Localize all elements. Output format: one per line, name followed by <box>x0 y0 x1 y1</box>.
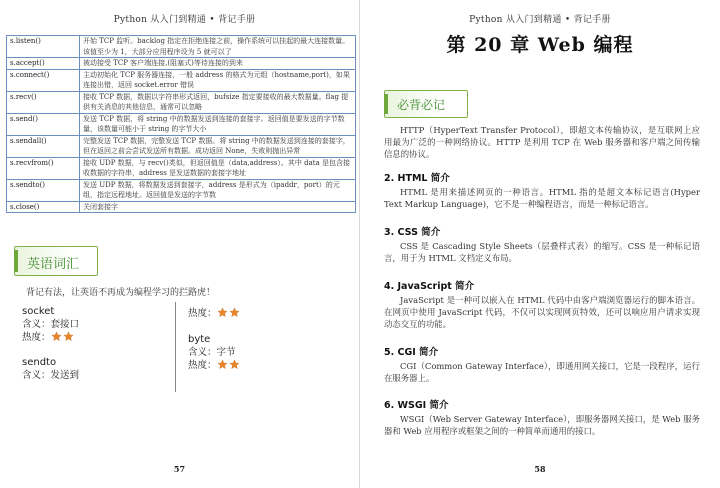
heat-label: 热度： <box>22 332 51 343</box>
table-row <box>7 113 356 135</box>
section-accent-bar <box>14 250 18 272</box>
section-heading-wsgi: 6. WSGI 简介 <box>384 400 449 411</box>
vocab-meaning: 字节 <box>216 347 236 358</box>
http-intro-paragraph: HTTP（HyperText Transfer Protocol），即超文本传输协议，是互联网上应用最为广泛的一种网络协议。HTTP 是利用 TCP 在 Web 服务器和客户端之间传输信息的协议。 <box>384 125 700 159</box>
method-name-cell: s.send() <box>7 113 80 135</box>
method-name-cell: s.recv() <box>7 91 80 113</box>
vocab-entry-sendto <box>22 356 79 382</box>
table-row <box>7 135 356 157</box>
method-description-cell: 主动初始化 TCP 服务器连接，一般 address 的格式为元组（hostname,port)，如果连接出错，返回 socket.error 错误 <box>80 69 356 91</box>
vocab-entry-byte <box>188 333 241 374</box>
method-name-cell: s.listen() <box>7 36 80 58</box>
section-accent-bar <box>384 94 388 114</box>
heat-label: 热度： <box>188 308 217 319</box>
vocab-meaning: 发送到 <box>50 370 80 381</box>
vocab-intro: 背记有法，让英语不再成为编程学习的拦路虎！ <box>26 288 216 298</box>
heat-stars <box>217 359 241 374</box>
vocab-entry-socket <box>22 305 79 346</box>
section-heading-javascript: 4. JavaScript 简介 <box>384 281 475 292</box>
section-heading-html: 2. HTML 简介 <box>384 173 450 184</box>
table-row <box>7 157 356 179</box>
star-icon <box>63 331 74 342</box>
method-description-cell: 完整发送 TCP 数据，完整发送 TCP 数据。将 string 中的数据发送到连接的套接字，但在返回之前会尝试发送所有数据。成功返回 None，失败则抛出异常 <box>80 135 356 157</box>
method-description-cell: 接收 TCP 数据，数据以字符串形式返回，bufsize 指定要接收的最大数据量。flag 提供有关消息的其他信息，通常可以忽略 <box>80 91 356 113</box>
section-text-cgi: CGI（Common Gateway Interface），即通用网关接口，它是一段程序，运行在服务器上。 <box>384 361 700 383</box>
right-page <box>360 0 720 488</box>
page-number-right: 58 <box>534 464 546 474</box>
table-row <box>7 69 356 91</box>
method-description-cell: 发送 TCP 数据，将 string 中的数据发送到连接的套接字。返回值是要发送的字节数量，该数量可能小于 string 的字节大小 <box>80 113 356 135</box>
section-heading-cgi: 5. CGI 简介 <box>384 347 439 358</box>
section-text-wsgi: WSGI（Web Server Gateway Interface），即服务器网关接口，是 Web 服务器和 Web 应用程序或框架之间的一种简单而通用的接口。 <box>384 414 700 436</box>
method-name-cell: s.connect() <box>7 69 80 91</box>
heat-stars <box>51 331 75 346</box>
meaning-label: 含义： <box>22 319 51 330</box>
running-head-right: Python 从入门到精通 • 背记手册 <box>469 15 611 25</box>
table-row <box>7 58 356 70</box>
method-name-cell: s.sendall() <box>7 135 80 157</box>
meaning-label: 含义： <box>22 370 51 381</box>
section-text-html: HTML 是用来描述网页的一种语言。HTML 指的是超文本标记语言(Hyper Text Markup Language)，它不是一种编程语言，而是一种标记语言。 <box>384 187 700 209</box>
table-row <box>7 36 356 58</box>
method-name-cell: s.close() <box>7 201 80 213</box>
meaning-label: 含义： <box>188 347 217 358</box>
method-name-cell: s.accept() <box>7 58 80 70</box>
star-icon <box>229 359 240 370</box>
section-text-javascript: JavaScript 是一种可以嵌入在 HTML 代码中由客户端浏览器运行的脚本语言。在网页中使用 JavaScript 代码，不仅可以实现网页特效，还可以响应用户请求实现动态交互的功能。 <box>384 295 700 329</box>
star-icon <box>217 359 228 370</box>
vocab-divider <box>175 302 176 392</box>
vocab-section-label: 英语词汇 <box>14 246 98 276</box>
method-description-cell: 接收 UDP 数据，与 recv()类似，但返回值是（data,address）。其中 data 是包含接收数据的字符串，address 是发送数据的套接字地址 <box>80 157 356 179</box>
method-description-cell: 关闭套接字 <box>80 201 356 213</box>
star-icon <box>229 307 240 318</box>
vocab-meaning: 套接口 <box>50 319 80 330</box>
table-row <box>7 179 356 201</box>
method-name-cell: s.recvfrom() <box>7 157 80 179</box>
vocab-heat-socket-right <box>188 307 241 322</box>
running-head-left: Python 从入门到精通 • 背记手册 <box>113 15 256 25</box>
vocab-word: byte <box>188 334 211 345</box>
method-description-cell: 发送 UDP 数据，将数据发送到套接字，address 是形式为（ipaddr，port）的元组，指定远程地址。返回值是发送的字节数 <box>80 179 356 201</box>
heat-label: 热度： <box>188 360 217 371</box>
vocab-word: sendto <box>22 357 57 368</box>
star-icon <box>51 331 62 342</box>
section-text-css: CSS 是 Cascading Style Sheets（层叠样式表）的缩写。CSS 是一种标记语言，用于为 HTML 文档定义布局。 <box>384 241 700 263</box>
section-heading-css: 3. CSS 简介 <box>384 227 441 238</box>
socket-methods-table <box>6 35 356 213</box>
table-row <box>7 201 356 213</box>
heat-stars <box>217 307 241 322</box>
method-name-cell: s.sendto() <box>7 179 80 201</box>
star-icon <box>217 307 228 318</box>
page-number-left: 57 <box>173 464 186 474</box>
table-row <box>7 91 356 113</box>
vocab-word: socket <box>22 306 55 317</box>
must-remember-label: 必背必记 <box>384 90 468 118</box>
chapter-title: 第 20 章 Web 编程 <box>446 34 634 56</box>
method-description-cell: 开始 TCP 监听。backlog 指定在拒绝连接之前，操作系统可以挂起的最大连接数量。该值至少为 1，大部分应用程序设为 5 就可以了 <box>80 36 356 58</box>
method-description-cell: 被动接受 TCP 客户端连接,(阻塞式)等待连接的到来 <box>80 58 356 70</box>
